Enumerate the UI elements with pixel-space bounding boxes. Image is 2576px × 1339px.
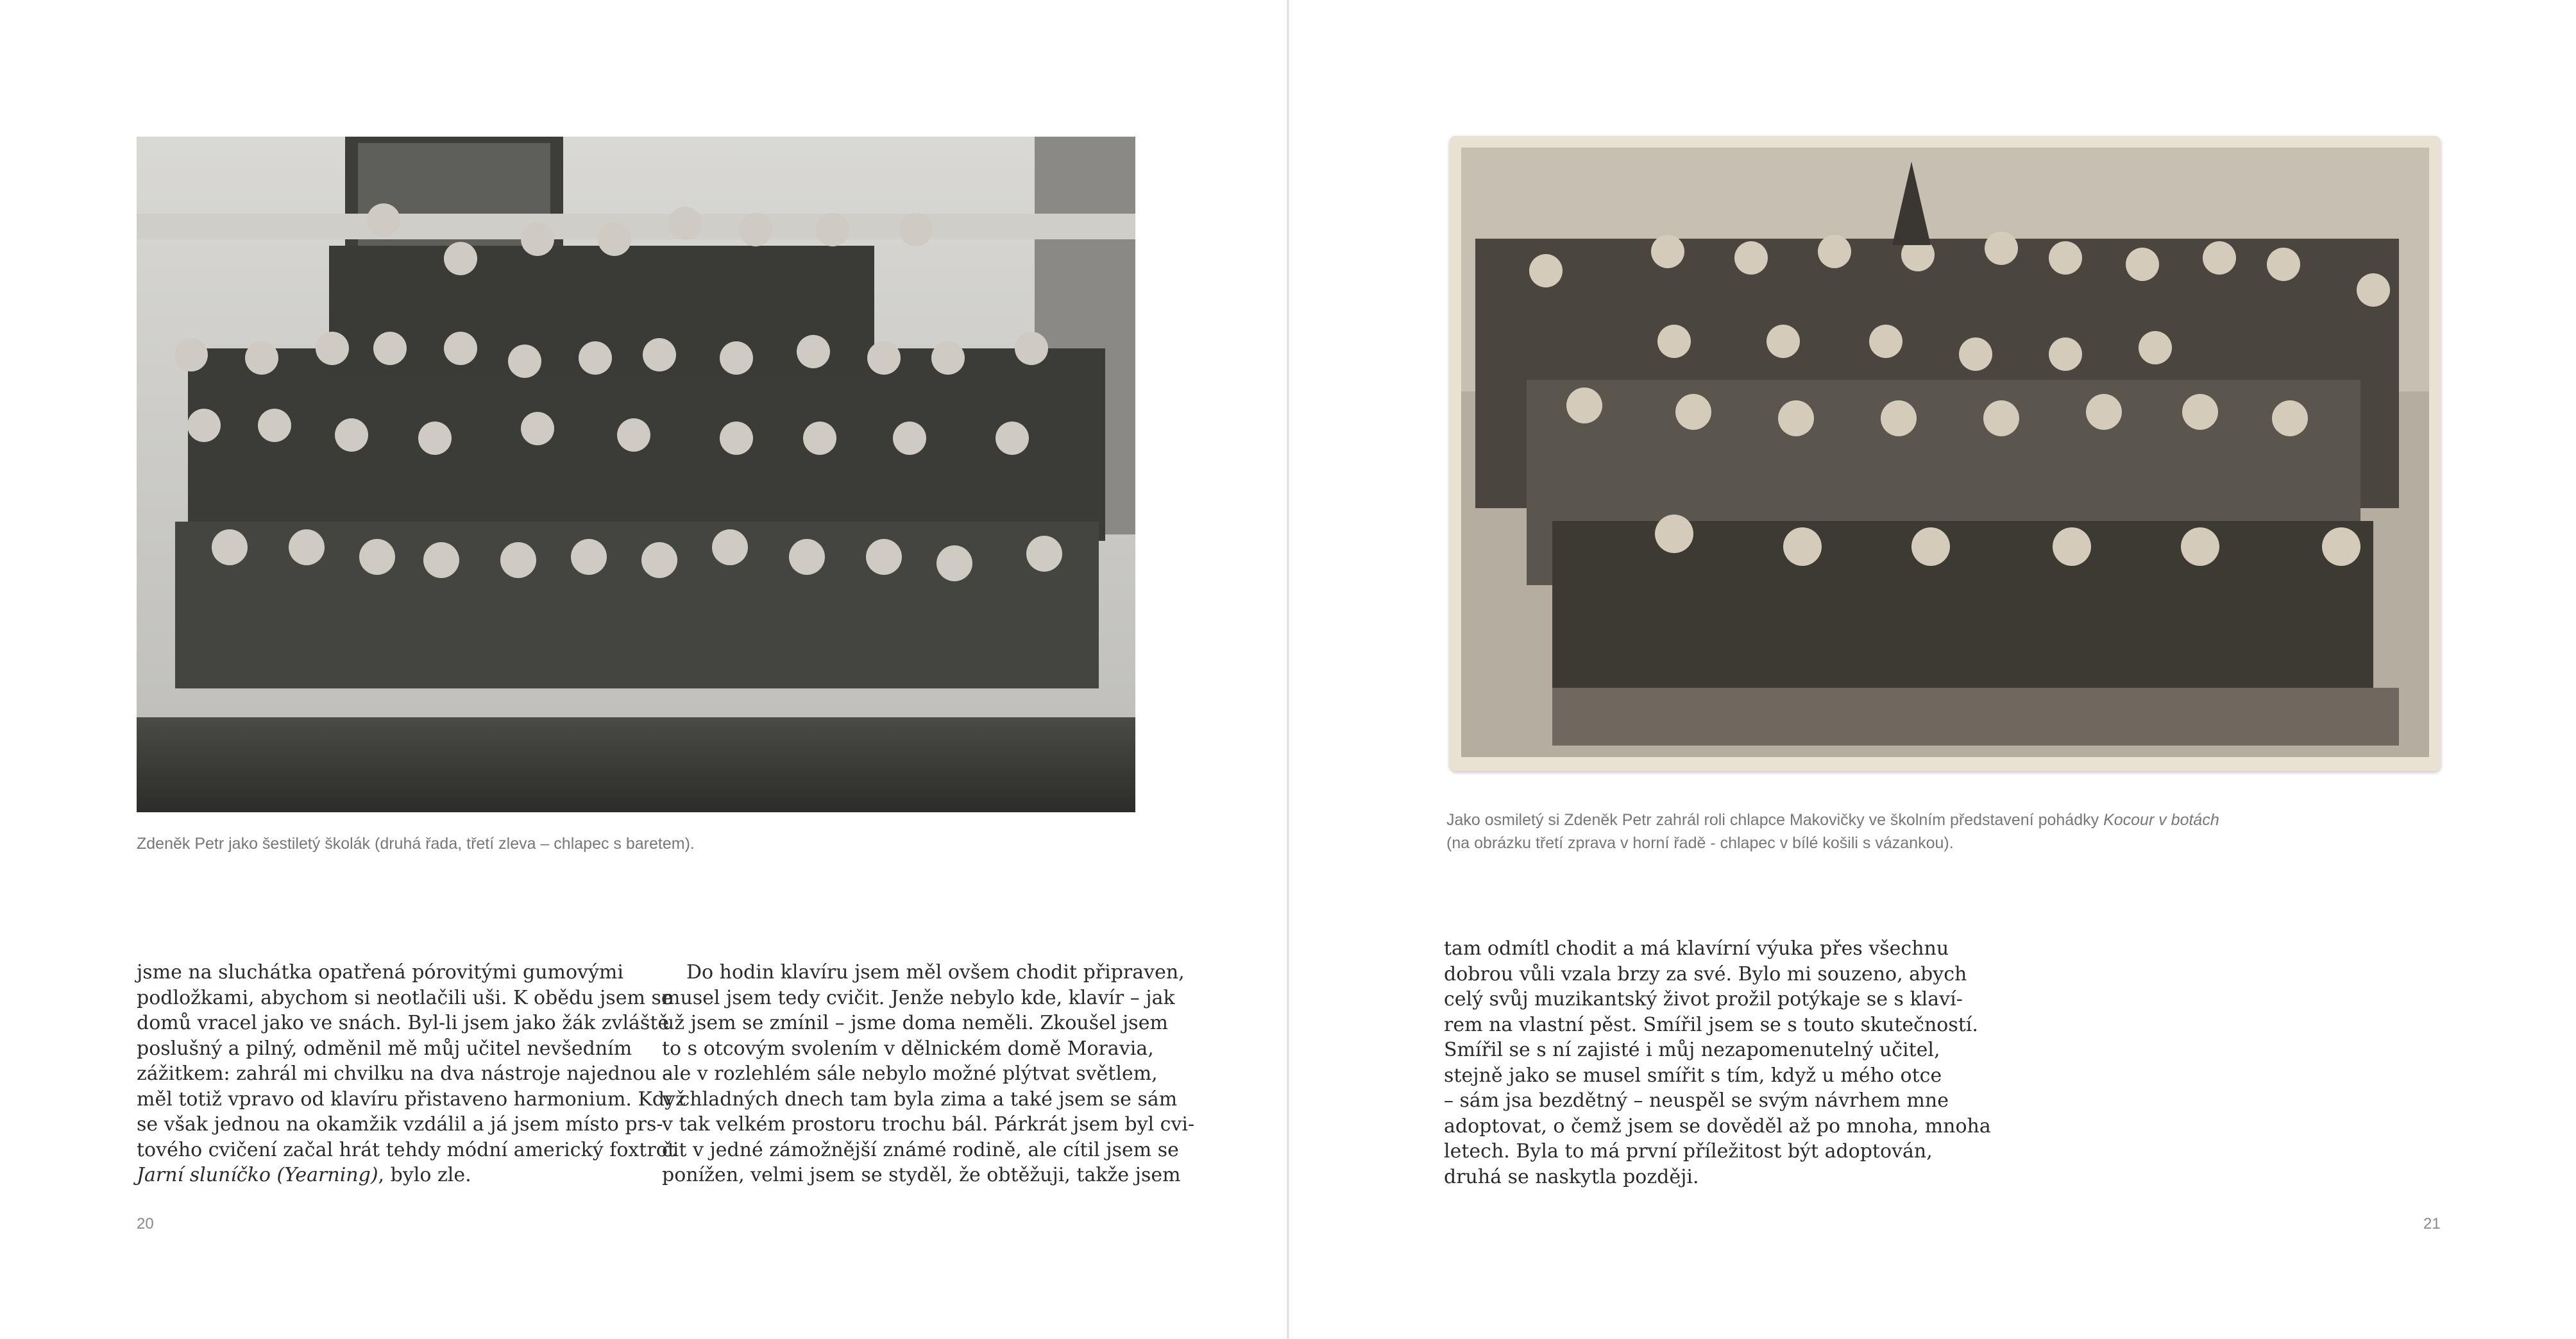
right-caption-line-1: Jako osmiletý si Zdeněk Petr zahrál roli chlapce Makovičky ve školním představení pohádky Kocour v botách [1446,811,2219,829]
play-title: Kocour v botách [2103,811,2219,829]
right-text-column [1444,936,1991,1190]
text-line: tového cvičení začal hrát tehdy módní americký foxtrot [137,1138,675,1161]
text-line: Do hodin klavíru jsem měl ovšem chodit připraven, [686,961,1185,984]
text-line: v tak velkém prostoru trochu bál. Párkrát jsem byl cvi- [662,1113,1195,1136]
text-line: celý svůj muzikantský život prožil potýkaje se s klaví- [1444,988,1963,1011]
text-line: musel jsem tedy cvičit. Jenže nebylo kde, klavír – jak [662,986,1175,1009]
text-line: ponížen, velmi jsem se styděl, že obtěžuji, takže jsem [662,1164,1181,1186]
text-line: čit v jedné zámožnější známé rodině, ale cítil jsem se [662,1138,1179,1161]
right-caption-line-2: (na obrázku třetí zprava v horní řadě - chlapec v bílé košili s vázankou). [1446,834,1954,852]
text-line: se však jednou na okamžik vzdálil a já jsem místo prs- [137,1113,663,1136]
text-line: – sám jsa bezdětný – neuspěl se svým návrhem mne [1444,1089,1949,1112]
right-photo-caption [1446,808,2421,855]
text-line: dobrou vůli vzala brzy za své. Bylo mi souzeno, abych [1444,962,1967,985]
book-gutter [1287,0,1289,1339]
text-line: měl totiž vpravo od klavíru přistaveno harmonium. Když [137,1087,686,1111]
text-line: to s otcovým svolením v dělnickém domě Moravia, [662,1037,1154,1060]
school-play-photo [1450,136,2441,771]
page-number-right: 21 [2423,1215,2441,1232]
text-line: Smířil se s ní zajisté i můj nezapomenutelný učitel, [1444,1039,1940,1061]
song-title: Jarní sluníčko (Yearning) [137,1164,378,1186]
text-line: jsme na sluchátka opatřená pórovitými gumovými [137,961,623,984]
text-line: ale v rozlehlém sále nebylo možné plýtvat světlem, [662,1062,1158,1085]
text-line: stejně jako se musel smířit s tím, když u mého otce [1444,1064,1942,1087]
left-text-column-1 [137,960,686,1188]
page-number-left: 20 [137,1215,154,1232]
text-line: už jsem se zmínil – jsme doma neměli. Zkoušel jsem [662,1012,1168,1034]
text-line: v chladných dnech tam byla zima a také jsem se sám [662,1087,1178,1111]
text-line: domů vracel jako ve snách. Byl-li jsem jako žák zvláště [137,1012,670,1034]
text-line: druhá se naskytla později. [1444,1165,1699,1188]
text-line: letech. Byla to má první příležitost být adoptován, [1444,1140,1933,1163]
left-photo-caption: Zdeněk Petr jako šestiletý školák (druhá řada, třetí zleva – chlapec s baretem). [137,835,695,853]
text-line: rem na vlastní pěst. Smířil jsem se s touto skutečností. [1444,1013,1978,1036]
text-line: zážitkem: zahrál mi chvilku na dva nástroje najednou – [137,1062,673,1085]
text-line: poslušný a pilný, odměnil mě můj učitel nevšedním [137,1037,632,1060]
text-line: tam odmítl chodit a má klavírní výuka přes všechnu [1444,937,1949,960]
school-class-photo [137,137,1135,812]
left-text-column-2 [662,960,1194,1188]
text-line: adoptovat, o čemž jsem se dověděl až po mnoha, mnoha [1444,1114,1991,1138]
text-line: podložkami, abychom si neotlačili uši. K obědu jsem se [137,986,673,1009]
text-line: Jarní sluníčko (Yearning), bylo zle. [137,1164,471,1186]
